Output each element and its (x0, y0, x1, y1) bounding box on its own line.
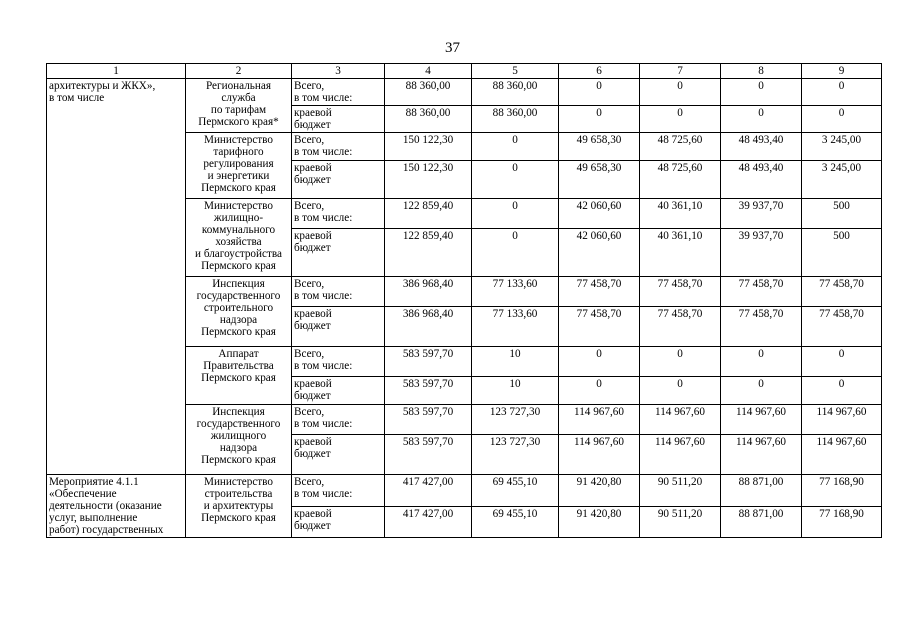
funding-source-cell: краевой бюджет (292, 229, 385, 277)
header-cell: 6 (559, 64, 640, 79)
amount-cell: 77 458,70 (802, 307, 882, 347)
amount-cell: 123 727,30 (472, 435, 559, 475)
amount-cell: 583 597,70 (385, 405, 472, 435)
amount-cell: 0 (559, 106, 640, 133)
amount-cell: 114 967,60 (802, 435, 882, 475)
amount-cell: 48 493,40 (721, 161, 802, 199)
amount-cell: 500 (802, 199, 882, 229)
amount-cell: 77 458,70 (640, 307, 721, 347)
organization-cell: Инспекция государственного жилищного надзора Пермского края (186, 405, 292, 475)
amount-cell: 77 458,70 (640, 277, 721, 307)
amount-cell: 583 597,70 (385, 435, 472, 475)
organization-cell: Министерство тарифного регулирования и энергетики Пермского края (186, 133, 292, 199)
amount-cell: 0 (721, 377, 802, 405)
event-label: Мероприятие 4.1.1 «Обеспечение деятельности (оказание услуг, выполнение работ) государственных (47, 475, 186, 538)
amount-cell: 88 871,00 (721, 475, 802, 507)
table-row (47, 475, 882, 507)
header-cell: 1 (47, 64, 186, 79)
amount-cell: 39 937,70 (721, 199, 802, 229)
funding-source-cell: Всего, в том числе: (292, 347, 385, 377)
organization-cell: Министерство жилищно- коммунального хозяйства и благоустройства Пермского края (186, 199, 292, 277)
header-cell: 3 (292, 64, 385, 79)
funding-source-cell: краевой бюджет (292, 161, 385, 199)
organization-cell: Аппарат Правительства Пермского края (186, 347, 292, 405)
amount-cell: 0 (721, 79, 802, 106)
amount-cell: 114 967,60 (640, 405, 721, 435)
organization-cell: Региональная служба по тарифам Пермского края* (186, 79, 292, 133)
page-number: 37 (445, 40, 460, 56)
header-row (47, 64, 882, 79)
amount-cell: 77 458,70 (559, 277, 640, 307)
table-row (47, 79, 882, 106)
amount-cell: 77 133,60 (472, 307, 559, 347)
amount-cell: 0 (640, 347, 721, 377)
amount-cell: 386 968,40 (385, 277, 472, 307)
amount-cell: 48 493,40 (721, 133, 802, 161)
amount-cell: 49 658,30 (559, 161, 640, 199)
amount-cell: 3 245,00 (802, 133, 882, 161)
funding-source-cell: Всего, в том числе: (292, 475, 385, 507)
amount-cell: 0 (640, 377, 721, 405)
funding-source-cell: Всего, в том числе: (292, 199, 385, 229)
amount-cell: 0 (472, 161, 559, 199)
amount-cell: 0 (802, 106, 882, 133)
amount-cell: 90 511,20 (640, 506, 721, 538)
amount-cell: 0 (802, 377, 882, 405)
amount-cell: 77 458,70 (721, 307, 802, 347)
header-cell: 5 (472, 64, 559, 79)
amount-cell: 114 967,60 (721, 435, 802, 475)
amount-cell: 77 458,70 (559, 307, 640, 347)
funding-source-cell: краевой бюджет (292, 435, 385, 475)
amount-cell: 77 168,90 (802, 506, 882, 538)
amount-cell: 88 871,00 (721, 506, 802, 538)
amount-cell: 150 122,30 (385, 161, 472, 199)
amount-cell: 77 133,60 (472, 277, 559, 307)
amount-cell: 48 725,60 (640, 133, 721, 161)
organization-cell: Министерство строительства и архитектуры Пермского края (186, 475, 292, 538)
header-cell: 8 (721, 64, 802, 79)
amount-cell: 114 967,60 (802, 405, 882, 435)
funding-source-cell: краевой бюджет (292, 377, 385, 405)
amount-cell: 77 458,70 (721, 277, 802, 307)
header-cell: 4 (385, 64, 472, 79)
amount-cell: 0 (559, 79, 640, 106)
amount-cell: 10 (472, 347, 559, 377)
amount-cell: 0 (802, 347, 882, 377)
amount-cell: 10 (472, 377, 559, 405)
amount-cell: 114 967,60 (559, 435, 640, 475)
funding-source-cell: Всего, в том числе: (292, 405, 385, 435)
amount-cell: 42 060,60 (559, 199, 640, 229)
amount-cell: 77 168,90 (802, 475, 882, 507)
amount-cell: 114 967,60 (721, 405, 802, 435)
amount-cell: 114 967,60 (640, 435, 721, 475)
amount-cell: 88 360,00 (472, 79, 559, 106)
amount-cell: 88 360,00 (472, 106, 559, 133)
amount-cell: 69 455,10 (472, 506, 559, 538)
amount-cell: 123 727,30 (472, 405, 559, 435)
amount-cell: 0 (559, 347, 640, 377)
funding-source-cell: Всего, в том числе: (292, 79, 385, 106)
amount-cell: 150 122,30 (385, 133, 472, 161)
amount-cell: 417 427,00 (385, 506, 472, 538)
amount-cell: 417 427,00 (385, 475, 472, 507)
budget-table (46, 63, 882, 538)
amount-cell: 91 420,80 (559, 475, 640, 507)
amount-cell: 0 (472, 133, 559, 161)
funding-source-cell: Всего, в том числе: (292, 277, 385, 307)
amount-cell: 3 245,00 (802, 161, 882, 199)
amount-cell: 386 968,40 (385, 307, 472, 347)
amount-cell: 42 060,60 (559, 229, 640, 277)
amount-cell: 48 725,60 (640, 161, 721, 199)
header-cell: 7 (640, 64, 721, 79)
amount-cell: 91 420,80 (559, 506, 640, 538)
amount-cell: 40 361,10 (640, 229, 721, 277)
amount-cell: 40 361,10 (640, 199, 721, 229)
funding-source-cell: краевой бюджет (292, 506, 385, 538)
organization-cell: Инспекция государственного строительного надзора Пермского края (186, 277, 292, 347)
amount-cell: 114 967,60 (559, 405, 640, 435)
amount-cell: 583 597,70 (385, 347, 472, 377)
header-cell: 2 (186, 64, 292, 79)
amount-cell: 122 859,40 (385, 229, 472, 277)
funding-source-cell: Всего, в том числе: (292, 133, 385, 161)
funding-source-cell: краевой бюджет (292, 307, 385, 347)
amount-cell: 0 (721, 347, 802, 377)
amount-cell: 0 (640, 79, 721, 106)
funding-source-cell: краевой бюджет (292, 106, 385, 133)
section-label: архитектуры и ЖКХ», в том числе (47, 79, 186, 475)
amount-cell: 90 511,20 (640, 475, 721, 507)
amount-cell: 500 (802, 229, 882, 277)
amount-cell: 0 (472, 229, 559, 277)
amount-cell: 0 (640, 106, 721, 133)
amount-cell: 88 360,00 (385, 106, 472, 133)
amount-cell: 0 (472, 199, 559, 229)
amount-cell: 88 360,00 (385, 79, 472, 106)
amount-cell: 39 937,70 (721, 229, 802, 277)
amount-cell: 0 (721, 106, 802, 133)
amount-cell: 0 (559, 377, 640, 405)
amount-cell: 0 (802, 79, 882, 106)
amount-cell: 77 458,70 (802, 277, 882, 307)
amount-cell: 69 455,10 (472, 475, 559, 507)
header-cell: 9 (802, 64, 882, 79)
amount-cell: 583 597,70 (385, 377, 472, 405)
amount-cell: 49 658,30 (559, 133, 640, 161)
amount-cell: 122 859,40 (385, 199, 472, 229)
